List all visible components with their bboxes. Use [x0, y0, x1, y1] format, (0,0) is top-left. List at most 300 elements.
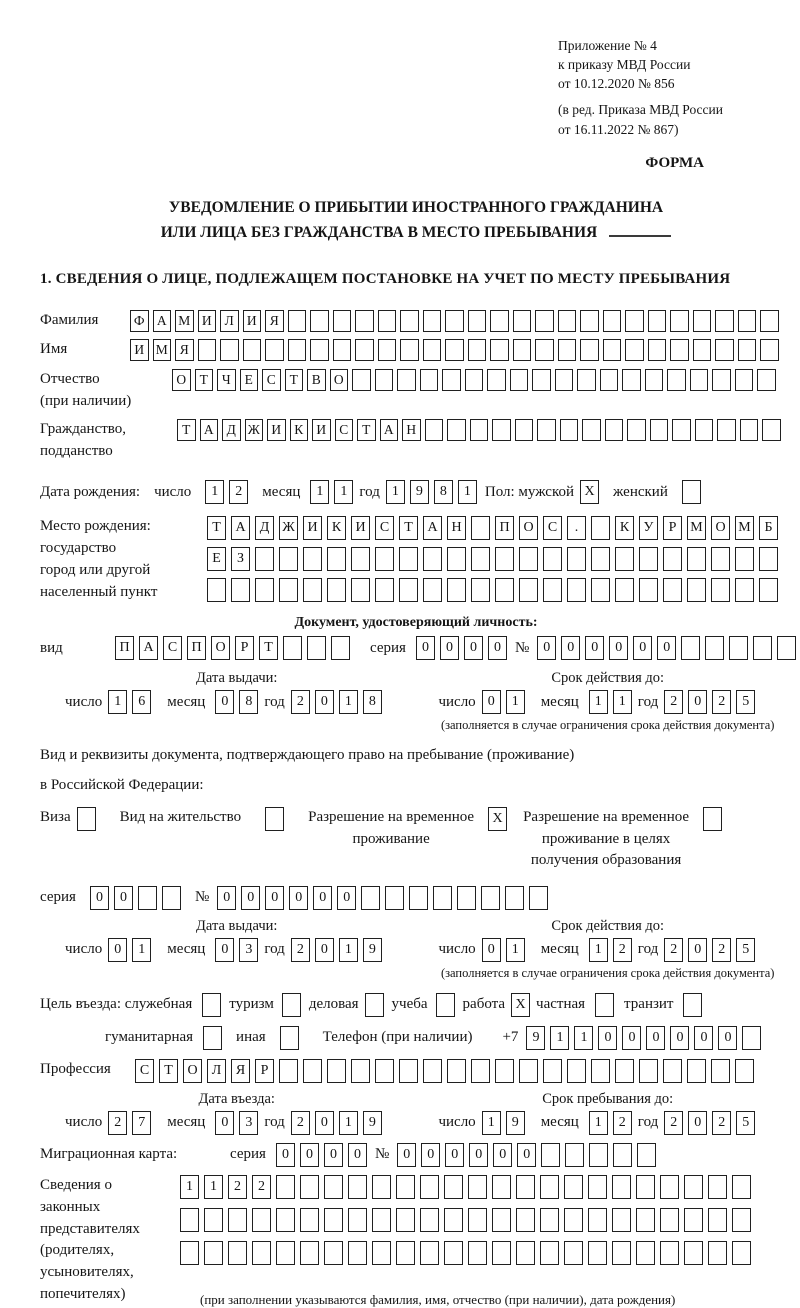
form-cell[interactable]: [492, 419, 511, 441]
form-cell[interactable]: Т: [159, 1059, 178, 1083]
form-cell[interactable]: [615, 578, 634, 602]
form-cell[interactable]: [490, 339, 509, 361]
form-cell[interactable]: [207, 578, 226, 602]
form-cell[interactable]: [333, 339, 352, 361]
form-cell[interactable]: [375, 578, 394, 602]
form-cell[interactable]: 2: [712, 1111, 731, 1135]
form-cell[interactable]: 0: [114, 886, 133, 910]
form-cell[interactable]: 1: [205, 480, 224, 504]
form-cell[interactable]: Н: [402, 419, 421, 441]
form-cell[interactable]: [348, 1175, 367, 1199]
form-cell[interactable]: [753, 636, 772, 660]
form-cell[interactable]: И: [130, 339, 149, 361]
form-cell[interactable]: [255, 578, 274, 602]
form-cell[interactable]: [567, 1059, 586, 1083]
form-cell[interactable]: [423, 1059, 442, 1083]
form-cell[interactable]: Т: [259, 636, 278, 660]
form-cell[interactable]: [471, 516, 490, 540]
form-cell[interactable]: М: [175, 310, 194, 332]
humanitarian-checkbox[interactable]: [203, 1026, 222, 1050]
form-cell[interactable]: 1: [339, 1111, 358, 1135]
form-cell[interactable]: [279, 578, 298, 602]
form-cell[interactable]: [591, 547, 610, 571]
form-cell[interactable]: [712, 369, 731, 391]
form-cell[interactable]: [580, 310, 599, 332]
form-cell[interactable]: 1: [482, 1111, 501, 1135]
birth-day-boxes[interactable]: [205, 480, 248, 504]
form-cell[interactable]: Е: [207, 547, 226, 571]
form-cell[interactable]: П: [495, 516, 514, 540]
form-cell[interactable]: [204, 1241, 223, 1265]
form-cell[interactable]: [447, 547, 466, 571]
form-cell[interactable]: 2: [291, 1111, 310, 1135]
form-cell[interactable]: [162, 886, 181, 910]
form-cell[interactable]: [693, 339, 712, 361]
form-cell[interactable]: [660, 1175, 679, 1199]
form-cell[interactable]: [420, 1175, 439, 1199]
form-cell[interactable]: [636, 1241, 655, 1265]
form-cell[interactable]: [663, 578, 682, 602]
form-cell[interactable]: [220, 339, 239, 361]
form-cell[interactable]: [471, 578, 490, 602]
form-cell[interactable]: 6: [132, 690, 151, 714]
form-cell[interactable]: 0: [397, 1143, 416, 1167]
form-cell[interactable]: [564, 1175, 583, 1199]
form-cell[interactable]: [564, 1241, 583, 1265]
form-cell[interactable]: [670, 339, 689, 361]
form-cell[interactable]: Д: [255, 516, 274, 540]
form-cell[interactable]: [567, 578, 586, 602]
form-cell[interactable]: 1: [613, 690, 632, 714]
form-cell[interactable]: 1: [589, 690, 608, 714]
birth-month-boxes[interactable]: [310, 480, 353, 504]
form-cell[interactable]: 1: [589, 1111, 608, 1135]
form-cell[interactable]: О: [711, 516, 730, 540]
form-cell[interactable]: [591, 1059, 610, 1083]
form-cell[interactable]: 0: [108, 938, 127, 962]
form-cell[interactable]: 0: [493, 1143, 512, 1167]
form-cell[interactable]: [203, 1026, 222, 1050]
form-cell[interactable]: [396, 1208, 415, 1232]
form-cell[interactable]: [138, 886, 157, 910]
form-cell[interactable]: [276, 1175, 295, 1199]
form-cell[interactable]: [540, 1208, 559, 1232]
form-cell[interactable]: М: [153, 339, 172, 361]
entry-month-boxes[interactable]: [215, 1111, 258, 1135]
form-cell[interactable]: [670, 310, 689, 332]
form-cell[interactable]: 1: [310, 480, 329, 504]
form-cell[interactable]: Л: [207, 1059, 226, 1083]
form-cell[interactable]: [433, 886, 452, 910]
form-cell[interactable]: [684, 1241, 703, 1265]
form-cell[interactable]: [204, 1208, 223, 1232]
form-cell[interactable]: [660, 1208, 679, 1232]
form-cell[interactable]: [612, 1241, 631, 1265]
form-cell[interactable]: [532, 369, 551, 391]
form-cell[interactable]: 5: [736, 1111, 755, 1135]
form-cell[interactable]: [516, 1241, 535, 1265]
form-cell[interactable]: 2: [291, 938, 310, 962]
form-cell[interactable]: [615, 547, 634, 571]
form-cell[interactable]: [540, 1241, 559, 1265]
official-checkbox[interactable]: [202, 993, 221, 1017]
form-cell[interactable]: [648, 310, 667, 332]
form-cell[interactable]: Ф: [130, 310, 149, 332]
entry-day-boxes[interactable]: [108, 1111, 151, 1135]
form-cell[interactable]: [711, 547, 730, 571]
form-cell[interactable]: [409, 886, 428, 910]
form-cell[interactable]: [468, 1241, 487, 1265]
work-checkbox[interactable]: [511, 993, 530, 1017]
form-cell[interactable]: [603, 310, 622, 332]
form-cell[interactable]: [588, 1241, 607, 1265]
permit-issue-year-boxes[interactable]: [291, 938, 382, 962]
form-cell[interactable]: [591, 578, 610, 602]
form-cell[interactable]: [540, 1175, 559, 1199]
form-cell[interactable]: [683, 993, 702, 1017]
form-cell[interactable]: 2: [712, 938, 731, 962]
form-cell[interactable]: 0: [633, 636, 652, 660]
form-cell[interactable]: 2: [229, 480, 248, 504]
form-cell[interactable]: .: [567, 516, 586, 540]
form-cell[interactable]: 9: [363, 1111, 382, 1135]
form-cell[interactable]: [348, 1241, 367, 1265]
form-cell[interactable]: [682, 480, 701, 504]
form-cell[interactable]: [708, 1175, 727, 1199]
form-cell[interactable]: 7: [132, 1111, 151, 1135]
form-cell[interactable]: О: [519, 516, 538, 540]
patronymic-boxes[interactable]: [172, 369, 776, 391]
form-cell[interactable]: [445, 310, 464, 332]
doc-valid-year-boxes[interactable]: [664, 690, 755, 714]
form-cell[interactable]: [529, 886, 548, 910]
form-cell[interactable]: 0: [688, 690, 707, 714]
form-cell[interactable]: [365, 993, 384, 1017]
form-cell[interactable]: [625, 339, 644, 361]
form-cell[interactable]: [543, 578, 562, 602]
form-cell[interactable]: [385, 886, 404, 910]
form-cell[interactable]: И: [312, 419, 331, 441]
form-cell[interactable]: Р: [235, 636, 254, 660]
form-cell[interactable]: [600, 369, 619, 391]
form-cell[interactable]: [555, 369, 574, 391]
form-cell[interactable]: [400, 339, 419, 361]
form-cell[interactable]: 1: [180, 1175, 199, 1199]
form-cell[interactable]: 2: [664, 938, 683, 962]
form-cell[interactable]: 8: [434, 480, 453, 504]
form-cell[interactable]: Т: [195, 369, 214, 391]
legal-reps-row2[interactable]: [180, 1208, 751, 1232]
form-cell[interactable]: [519, 1059, 538, 1083]
form-cell[interactable]: 0: [337, 886, 356, 910]
female-checkbox[interactable]: [682, 480, 701, 504]
birth-place-row3[interactable]: [207, 578, 778, 602]
form-cell[interactable]: 0: [598, 1026, 617, 1050]
mig-number-boxes[interactable]: [397, 1143, 656, 1167]
form-cell[interactable]: [468, 339, 487, 361]
form-cell[interactable]: 0: [561, 636, 580, 660]
name-boxes[interactable]: [130, 339, 779, 361]
form-cell[interactable]: [505, 886, 524, 910]
form-cell[interactable]: [481, 886, 500, 910]
form-cell[interactable]: [595, 993, 614, 1017]
form-cell[interactable]: [732, 1175, 751, 1199]
form-cell[interactable]: 1: [458, 480, 477, 504]
form-cell[interactable]: С: [135, 1059, 154, 1083]
permit-series-boxes[interactable]: [90, 886, 181, 910]
form-cell[interactable]: 0: [440, 636, 459, 660]
birth-place-row1[interactable]: [207, 516, 778, 540]
form-cell[interactable]: [615, 1059, 634, 1083]
form-cell[interactable]: 0: [622, 1026, 641, 1050]
form-cell[interactable]: [372, 1241, 391, 1265]
form-cell[interactable]: [537, 419, 556, 441]
form-cell[interactable]: [243, 339, 262, 361]
form-cell[interactable]: [565, 1143, 584, 1167]
form-cell[interactable]: 5: [736, 938, 755, 962]
form-cell[interactable]: [645, 369, 664, 391]
birth-place-row2[interactable]: [207, 547, 778, 571]
form-cell[interactable]: [711, 1059, 730, 1083]
form-cell[interactable]: К: [290, 419, 309, 441]
form-cell[interactable]: [762, 419, 781, 441]
form-cell[interactable]: [757, 369, 776, 391]
form-cell[interactable]: [535, 339, 554, 361]
form-cell[interactable]: [327, 547, 346, 571]
form-cell[interactable]: [420, 1241, 439, 1265]
form-cell[interactable]: [588, 1175, 607, 1199]
form-cell[interactable]: Я: [265, 310, 284, 332]
form-cell[interactable]: [663, 547, 682, 571]
surname-boxes[interactable]: [130, 310, 779, 332]
form-cell[interactable]: [715, 339, 734, 361]
form-cell[interactable]: 0: [537, 636, 556, 660]
form-cell[interactable]: 0: [421, 1143, 440, 1167]
form-cell[interactable]: 0: [657, 636, 676, 660]
form-cell[interactable]: [660, 1241, 679, 1265]
form-cell[interactable]: [202, 993, 221, 1017]
form-cell[interactable]: [738, 339, 757, 361]
form-cell[interactable]: [396, 1175, 415, 1199]
form-cell[interactable]: 0: [464, 636, 483, 660]
permit-issue-month-boxes[interactable]: [215, 938, 258, 962]
form-cell[interactable]: [495, 547, 514, 571]
form-cell[interactable]: [351, 578, 370, 602]
form-cell[interactable]: [444, 1175, 463, 1199]
form-cell[interactable]: [300, 1241, 319, 1265]
form-cell[interactable]: 0: [315, 690, 334, 714]
form-cell[interactable]: [684, 1175, 703, 1199]
form-cell[interactable]: 0: [694, 1026, 713, 1050]
form-cell[interactable]: С: [375, 516, 394, 540]
form-cell[interactable]: [180, 1208, 199, 1232]
form-cell[interactable]: [471, 547, 490, 571]
form-cell[interactable]: [351, 547, 370, 571]
form-cell[interactable]: [735, 1059, 754, 1083]
form-cell[interactable]: [324, 1175, 343, 1199]
form-cell[interactable]: [324, 1241, 343, 1265]
form-cell[interactable]: П: [115, 636, 134, 660]
form-cell[interactable]: [276, 1208, 295, 1232]
form-cell[interactable]: 1: [334, 480, 353, 504]
form-cell[interactable]: [255, 547, 274, 571]
form-cell[interactable]: 0: [517, 1143, 536, 1167]
form-cell[interactable]: 9: [363, 938, 382, 962]
form-cell[interactable]: [265, 339, 284, 361]
form-cell[interactable]: [732, 1241, 751, 1265]
form-cell[interactable]: [77, 807, 96, 831]
stay-day-boxes[interactable]: [482, 1111, 525, 1135]
form-cell[interactable]: [580, 339, 599, 361]
form-cell[interactable]: 8: [363, 690, 382, 714]
form-cell[interactable]: [468, 1175, 487, 1199]
form-cell[interactable]: [397, 369, 416, 391]
form-cell[interactable]: 1: [506, 690, 525, 714]
form-cell[interactable]: [348, 1208, 367, 1232]
form-cell[interactable]: 0: [315, 1111, 334, 1135]
form-cell[interactable]: 2: [252, 1175, 271, 1199]
doc-series-boxes[interactable]: [416, 636, 507, 660]
transit-checkbox[interactable]: [683, 993, 702, 1017]
form-cell[interactable]: [490, 310, 509, 332]
form-cell[interactable]: [687, 578, 706, 602]
doc-number-boxes[interactable]: [537, 636, 796, 660]
form-cell[interactable]: [361, 886, 380, 910]
form-cell[interactable]: А: [200, 419, 219, 441]
form-cell[interactable]: 1: [339, 690, 358, 714]
form-cell[interactable]: [333, 310, 352, 332]
form-cell[interactable]: 1: [589, 938, 608, 962]
temp-permit-checkbox[interactable]: [488, 807, 507, 831]
form-cell[interactable]: [283, 636, 302, 660]
visa-checkbox[interactable]: [77, 807, 96, 831]
form-cell[interactable]: 0: [241, 886, 260, 910]
form-cell[interactable]: [372, 1208, 391, 1232]
form-cell[interactable]: [423, 547, 442, 571]
form-cell[interactable]: И: [267, 419, 286, 441]
permit-issue-day-boxes[interactable]: [108, 938, 151, 962]
form-cell[interactable]: [541, 1143, 560, 1167]
form-cell[interactable]: [375, 369, 394, 391]
form-cell[interactable]: [303, 578, 322, 602]
form-cell[interactable]: 5: [736, 690, 755, 714]
form-cell[interactable]: [650, 419, 669, 441]
form-cell[interactable]: [378, 310, 397, 332]
form-cell[interactable]: Е: [240, 369, 259, 391]
form-cell[interactable]: [423, 578, 442, 602]
doc-issue-month-boxes[interactable]: [215, 690, 258, 714]
form-cell[interactable]: Л: [220, 310, 239, 332]
form-cell[interactable]: 2: [664, 690, 683, 714]
form-cell[interactable]: А: [231, 516, 250, 540]
form-cell[interactable]: [690, 369, 709, 391]
form-cell[interactable]: [605, 419, 624, 441]
form-cell[interactable]: Т: [399, 516, 418, 540]
form-cell[interactable]: [717, 419, 736, 441]
legal-reps-row3[interactable]: [180, 1241, 751, 1265]
form-cell[interactable]: [492, 1175, 511, 1199]
form-cell[interactable]: [327, 1059, 346, 1083]
form-cell[interactable]: 0: [688, 1111, 707, 1135]
form-cell[interactable]: 0: [315, 938, 334, 962]
form-cell[interactable]: А: [380, 419, 399, 441]
doc-issue-year-boxes[interactable]: [291, 690, 382, 714]
form-cell[interactable]: [310, 339, 329, 361]
form-cell[interactable]: [636, 1208, 655, 1232]
form-cell[interactable]: [589, 1143, 608, 1167]
form-cell[interactable]: [465, 369, 484, 391]
form-cell[interactable]: [759, 547, 778, 571]
form-cell[interactable]: [198, 339, 217, 361]
form-cell[interactable]: Ж: [279, 516, 298, 540]
form-cell[interactable]: 0: [215, 938, 234, 962]
form-cell[interactable]: [672, 419, 691, 441]
form-cell[interactable]: [513, 310, 532, 332]
form-cell[interactable]: [516, 1208, 535, 1232]
form-cell[interactable]: [740, 419, 759, 441]
form-cell[interactable]: В: [307, 369, 326, 391]
form-cell[interactable]: 2: [108, 1111, 127, 1135]
form-cell[interactable]: [445, 339, 464, 361]
form-cell[interactable]: [288, 339, 307, 361]
form-cell[interactable]: 0: [289, 886, 308, 910]
male-checkbox[interactable]: [580, 480, 599, 504]
form-cell[interactable]: [300, 1208, 319, 1232]
form-cell[interactable]: [310, 310, 329, 332]
form-cell[interactable]: [684, 1208, 703, 1232]
form-cell[interactable]: [663, 1059, 682, 1083]
form-cell[interactable]: [495, 1059, 514, 1083]
form-cell[interactable]: [622, 369, 641, 391]
stay-month-boxes[interactable]: [589, 1111, 632, 1135]
form-cell[interactable]: [577, 369, 596, 391]
form-cell[interactable]: [519, 547, 538, 571]
entry-year-boxes[interactable]: [291, 1111, 382, 1135]
form-cell[interactable]: [300, 1175, 319, 1199]
form-cell[interactable]: [510, 369, 529, 391]
form-cell[interactable]: [423, 310, 442, 332]
form-cell[interactable]: 0: [348, 1143, 367, 1167]
form-cell[interactable]: [558, 310, 577, 332]
form-cell[interactable]: 3: [239, 938, 258, 962]
form-cell[interactable]: [375, 547, 394, 571]
form-cell[interactable]: [729, 636, 748, 660]
profession-boxes[interactable]: [135, 1059, 754, 1083]
birth-year-boxes[interactable]: [386, 480, 477, 504]
form-cell[interactable]: [648, 339, 667, 361]
form-cell[interactable]: [760, 339, 779, 361]
form-cell[interactable]: 1: [132, 938, 151, 962]
form-cell[interactable]: [495, 578, 514, 602]
form-cell[interactable]: [612, 1208, 631, 1232]
form-cell[interactable]: [695, 419, 714, 441]
form-cell[interactable]: [627, 419, 646, 441]
form-cell[interactable]: [252, 1241, 271, 1265]
form-cell[interactable]: [331, 636, 350, 660]
form-cell[interactable]: [468, 1208, 487, 1232]
form-cell[interactable]: [687, 547, 706, 571]
form-cell[interactable]: [400, 310, 419, 332]
form-cell[interactable]: 0: [265, 886, 284, 910]
form-cell[interactable]: Т: [177, 419, 196, 441]
form-cell[interactable]: [513, 339, 532, 361]
form-cell[interactable]: [303, 547, 322, 571]
form-cell[interactable]: [603, 339, 622, 361]
citizenship-boxes[interactable]: [177, 419, 781, 441]
form-cell[interactable]: 0: [688, 938, 707, 962]
form-cell[interactable]: [582, 419, 601, 441]
stay-year-boxes[interactable]: [664, 1111, 755, 1135]
